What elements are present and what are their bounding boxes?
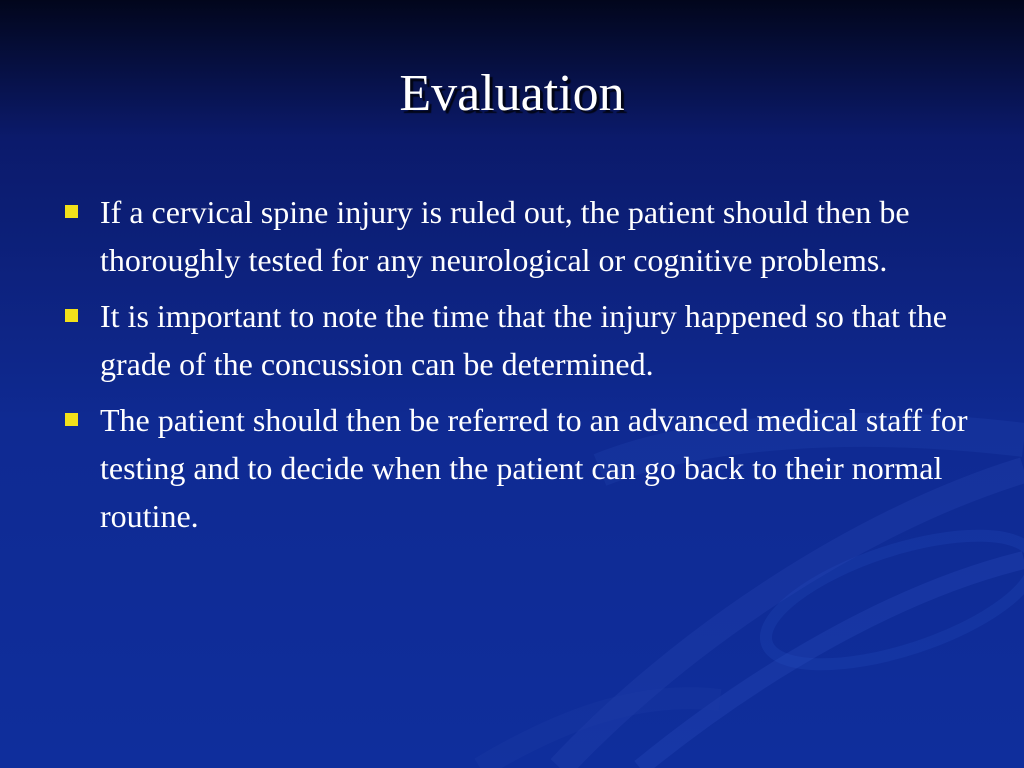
bullet-text: If a cervical spine injury is ruled out, the patient should then be thoroughly tested for any neurological or cognitive problems. — [100, 194, 910, 278]
square-bullet-icon — [65, 205, 78, 218]
list-item — [60, 396, 980, 540]
bullet-list — [60, 188, 980, 548]
slide-title: Evaluation — [399, 65, 625, 122]
bullet-text: It is important to note the time that the injury happened so that the grade of the concussion can be determined. — [100, 298, 947, 382]
square-bullet-icon — [65, 309, 78, 322]
square-bullet-icon — [65, 413, 78, 426]
list-item — [60, 292, 980, 388]
list-item — [60, 188, 980, 284]
bullet-text: The patient should then be referred to an advanced medical staff for testing and to decide when the patient can go back to their normal routine. — [100, 402, 968, 534]
